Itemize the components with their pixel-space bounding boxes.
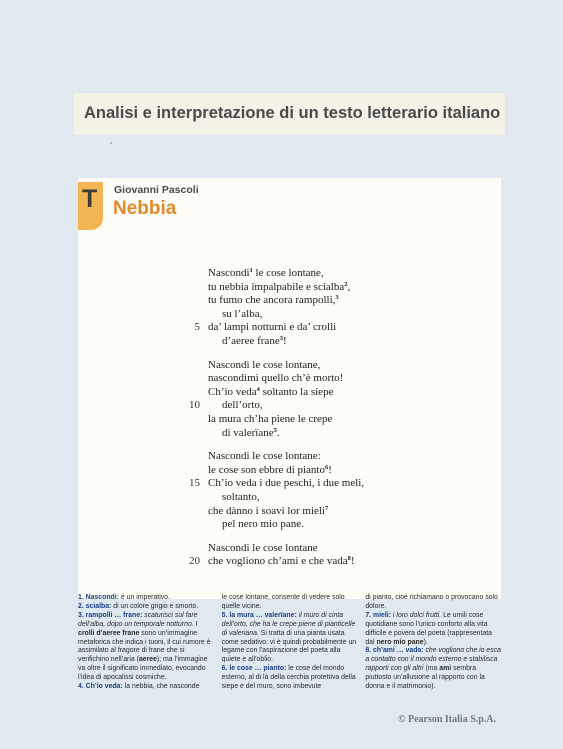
footnote — [78, 683, 214, 692]
footnote-label: 2. scialba: — [78, 602, 112, 610]
footnote-column — [222, 594, 358, 692]
poem-line — [189, 477, 498, 491]
footnote-text: le cose del mondo esterno, al di là della cerchia protettiva della siepe e del muro, sono imbevute — [221, 665, 356, 691]
line-text: Ch’io veda — [208, 385, 257, 398]
footnote-ref: 5 — [273, 426, 277, 434]
poem-line — [208, 450, 498, 464]
section-title: Analisi e interpretazione di un testo letterario italiano — [84, 104, 501, 122]
footnote-text: il muro di cinta dell’orto, che ha le crepe piene di pianticelle di valeriana. — [221, 611, 356, 637]
line-text: che dànno i soavi lor mieli — [208, 504, 325, 517]
copyright-footer: © Pearson Italia S.p.A. — [398, 714, 497, 725]
poem-line — [208, 281, 498, 295]
footnote-text: la nebbia, che nasconde — [122, 683, 200, 691]
poem-line — [208, 335, 498, 349]
line-text: le cose son ebbre di pianto — [208, 463, 325, 476]
footnote — [222, 612, 358, 665]
footnote — [222, 665, 358, 692]
line-text: nascondimi quello ch’è morto! — [208, 372, 344, 385]
footnote-text: (ma — [423, 665, 440, 673]
footnote-ref: 7 — [325, 504, 329, 512]
stanza — [189, 358, 498, 441]
footnote-text: nero mio pane — [376, 638, 424, 646]
footnote-label: 5. la mura … valerïane: — [221, 611, 297, 619]
line-text: Nascondi — [208, 267, 250, 279]
line-text: che vogliono ch’ami e che vada — [208, 555, 348, 568]
footnote — [222, 594, 358, 612]
text-badge — [78, 182, 103, 230]
footnote-label: 3. rampolli … frane: — [78, 611, 143, 619]
footnote-text: aeree — [138, 656, 157, 664]
line-number: 5 — [194, 321, 200, 334]
footnote-ref: 6 — [325, 463, 329, 471]
poem-line — [208, 413, 498, 427]
line-text: pel nero mio pane. — [222, 518, 304, 531]
line-text: su l’alba, — [222, 307, 263, 320]
footnote — [365, 594, 501, 612]
footnote-ref: 8 — [347, 555, 351, 563]
author-name: Giovanni Pascoli — [114, 184, 199, 196]
footnote-label: 4. Ch’io veda: — [78, 683, 123, 691]
footnote — [365, 647, 501, 692]
poem-line — [208, 372, 498, 386]
poem-line — [208, 542, 498, 556]
footnote — [78, 594, 214, 603]
footnotes — [78, 594, 501, 692]
footnote — [78, 603, 214, 612]
line-text: Ch’io veda i due peschi, i due meli, — [208, 477, 365, 490]
footnote-text: I — [193, 620, 198, 628]
text-badge-letter: T — [82, 185, 98, 213]
poem-title: Nebbia — [113, 198, 177, 219]
line-number: 20 — [189, 555, 200, 568]
footnote-text: ami — [439, 665, 452, 673]
line-text: ! — [328, 463, 332, 476]
line-text: soltanto la siepe — [259, 385, 334, 398]
poem-line — [208, 294, 498, 308]
footnote-text: Le umili cose quotidiane sono l’unico conforto alla vita difficile e povera del poeta (rappresentata dal — [365, 611, 493, 646]
section-header — [74, 93, 505, 135]
poem-line — [194, 321, 498, 335]
line-text: le cose lontane, — [252, 267, 324, 279]
line-text: la mura ch’ha piene le crepe — [208, 412, 333, 425]
footnote-ref: 1 — [249, 267, 253, 274]
footnote-text: le cose lontane, consente di vedere solo quelle vicine. — [221, 594, 345, 610]
footnote-text: ); ma l’immagine va oltre il significato immediato, evocando l’idea di apocalissi cosmiche. — [78, 656, 208, 682]
footnote-text: di pianto, cioè richiamano o provocano solo dolore. — [365, 594, 498, 610]
line-text: . — [276, 426, 280, 439]
footnote-text: crolli d’aeree frane — [78, 629, 140, 637]
line-text: ! — [350, 555, 355, 568]
footnote-label: 6. le cose … pianto: — [221, 665, 287, 673]
footnote-ref: 2 — [344, 280, 348, 288]
line-text: dell’orto, — [222, 399, 263, 412]
poem-line — [208, 308, 498, 322]
footnote-text: che vogliono che io esca a contatto con il mondo esterno e stabilisca rapporti con gli altri — [365, 647, 501, 673]
footnote-text: sono un’immagine metaforica che indica i tuoni, il cui rumore è assimilato al fragore di frane che si verifichino nell’aria ( — [78, 629, 211, 664]
text-panel — [78, 178, 501, 599]
poem-line — [189, 399, 498, 413]
stanza — [194, 267, 498, 349]
line-number: 10 — [189, 399, 200, 412]
poem-line — [208, 518, 498, 532]
poem-line — [208, 491, 498, 505]
footnote-ref: 3 — [335, 294, 339, 302]
line-text: da’ lampi notturni e da’ crolli — [208, 321, 337, 334]
line-text: tu fumo che ancora rampolli, — [208, 294, 336, 307]
footnote-text: sembra piuttosto un’allusione al rapporto con la donna e il matrimonio). — [365, 665, 485, 691]
line-number: 15 — [189, 477, 200, 490]
footnote-label: 1. Nascondi: — [78, 594, 119, 601]
footnote-text: ). — [423, 638, 428, 646]
line-text: tu nebbia impalpabile e scialba — [208, 280, 345, 293]
poem-line — [208, 505, 498, 519]
line-text: Nascondi le cose lontane — [208, 541, 318, 554]
line-text: soltanto, — [222, 490, 260, 503]
footnote-label: 7. mieli: — [365, 611, 392, 619]
footnote-text: è un imperativo. — [118, 594, 170, 601]
footnote-ref: 3 — [279, 334, 283, 342]
line-text: ! — [282, 334, 287, 347]
line-text: d’aeree frane — [222, 334, 280, 347]
footnote-text: di un colore grigio e smorto. — [111, 602, 199, 610]
footnote-column — [365, 594, 501, 692]
footnote-label: 8. ch’ami … vada: — [365, 647, 424, 655]
poem-line — [189, 555, 498, 569]
poem-line — [208, 386, 498, 400]
decorative-dot — [110, 142, 112, 144]
footnote-text: Si tratta di una pianta usata come sedativo: vi è quindi probabilmente un legame con l’aspirazione del poeta alla quiete e all’oblio. — [221, 629, 357, 664]
footnote — [78, 612, 214, 683]
line-text: di valerïane — [222, 426, 274, 439]
footnote-text: scaturisci sul fare dell’alba, dopo un temporale notturno. — [78, 611, 198, 628]
poem-line — [208, 359, 498, 373]
line-text: Nascondi le cose lontane, — [208, 358, 321, 371]
stanza — [189, 541, 498, 569]
stanza — [189, 450, 498, 532]
footnote-text: i loro dolci frutti. — [391, 611, 442, 619]
poem-line — [208, 267, 498, 281]
line-text: Nascondi le cose lontane: — [208, 450, 321, 463]
poem-body — [189, 267, 498, 579]
footnote-column — [78, 594, 214, 692]
footnote — [365, 612, 501, 648]
poem-line — [208, 464, 498, 478]
line-text: , — [347, 280, 351, 293]
poem-line — [208, 427, 498, 441]
footnote-ref: 4 — [256, 385, 260, 393]
